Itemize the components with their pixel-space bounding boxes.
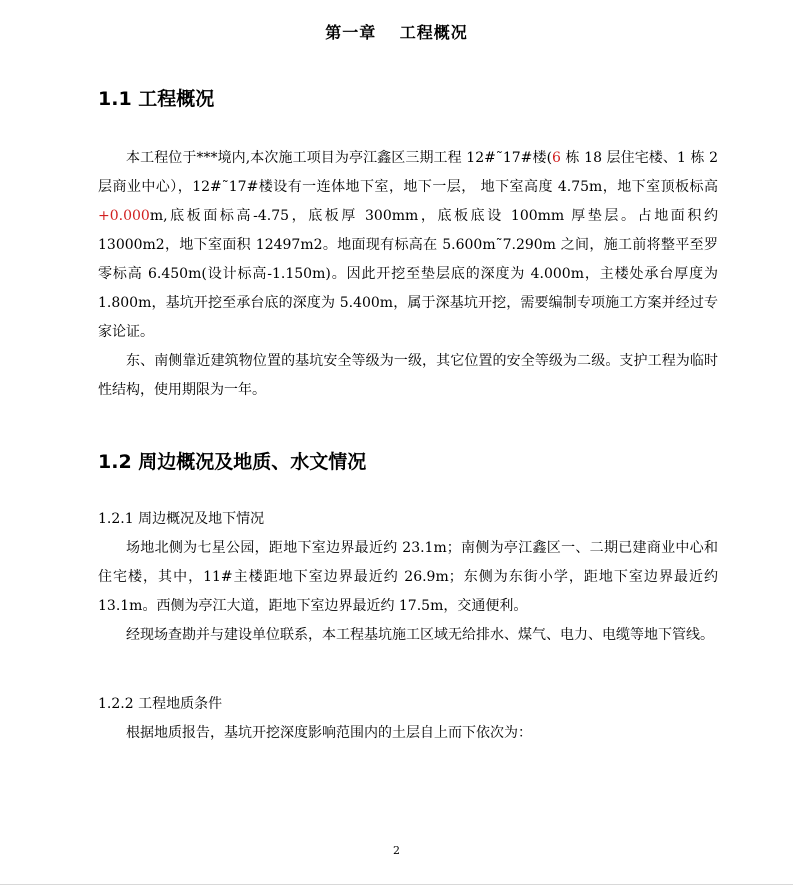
section-heading-1-2: 1.2 周边概况及地质、水文情况 [98, 451, 367, 473]
subsection-1-2-2-body [98, 719, 718, 748]
paragraph-surroundings: 场地北侧为七星公园，距地下室边界最近约 23.1m；南侧为亭江鑫区一、二期已建商业中心和住宅楼，其中，11#主楼距地下室边界最近约 26.9m；东侧为东街小学，距地下室边界最近约 13.1m。西侧为亭江大道，距地下室边界最近约 17.5m，交通便利。 [98, 540, 718, 614]
subsection-title-1-2-1: 1.2.1 周边概况及地下情况 [98, 511, 265, 527]
paragraph-underground-pipelines: 经现场查勘并与建设单位联系，本工程基坑施工区域无给排水、煤气、电力、电缆等地下管线。 [126, 627, 714, 643]
red-highlight-elevation: +0.000 [98, 208, 150, 224]
page-number: 2 [393, 844, 400, 857]
red-highlight-building-count: 6 [552, 150, 561, 166]
paragraph-project-overview [98, 144, 718, 347]
section-1-1-body [98, 144, 718, 405]
subsection-1-2-1-body [98, 534, 718, 650]
chapter-title: 第一章 工程概况 [325, 23, 468, 42]
paragraph-geology-intro: 根据地质报告，基坑开挖深度影响范围内的土层自上而下依次为： [126, 725, 532, 741]
text-segment: m,底板面标高-4.75，底板厚 300mm，底板底设 100mm 厚垫层。占地面积约 13000m2，地下室面积 12497m2。地面现有标高在 5.600m˜7.290m 之间，施工前将整平至罗零标高 6.450m(设计标高-1.150m)。因此开挖至垫层底的深度为 4.000m，主楼处承台厚度为 1.800m，基坑开挖至承台底的深度为 5.400m，属于深基坑开挖，需要编制专项施工方案并经过专家论证。 [98, 208, 718, 340]
subsection-title-1-2-2: 1.2.2 工程地质条件 [98, 696, 223, 712]
paragraph-safety-level: 东、南侧靠近建筑物位置的基坑安全等级为一级，其它位置的安全等级为二级。支护工程为临时性结构，使用期限为一年。 [98, 353, 718, 398]
section-heading-1-1: 1.1 工程概况 [98, 88, 215, 110]
text-segment: 栋 18 层住宅楼、1 栋 2 层商业中心），12#˜17#楼设有一连体地下室，地下一层， 地下室高度 4.75m，地下室顶板标高 [98, 150, 718, 195]
text-segment: 本工程位于***境内,本次施工项目为亭江鑫区三期工程 12#˜17#楼( [126, 150, 553, 166]
